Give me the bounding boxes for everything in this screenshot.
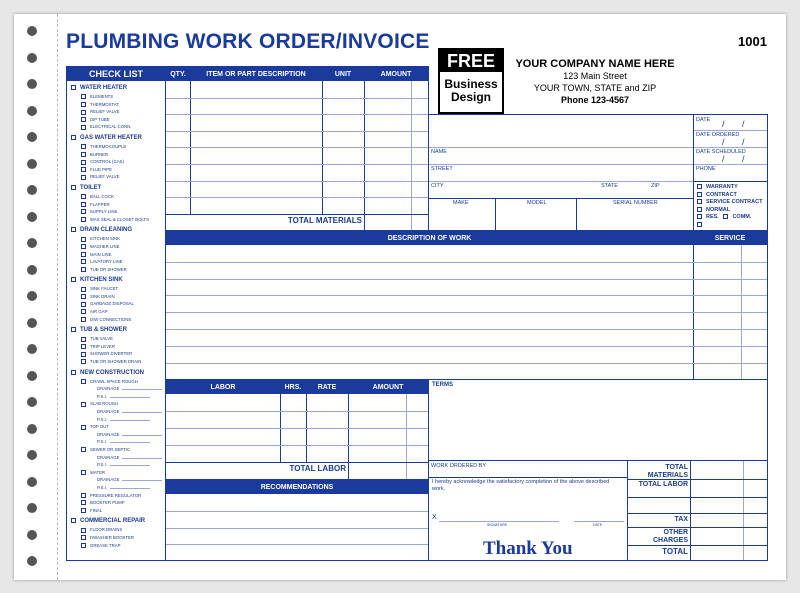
company-street: 123 Main Street [563,71,627,81]
checkbox[interactable] [71,518,76,523]
feed-hole [27,424,37,434]
checklist-section-title[interactable]: TOILET [71,184,165,193]
equipment-make-label: MAKE [453,200,469,206]
checkbox[interactable] [81,425,86,430]
company-city: YOUR TOWN, STATE and ZIP [533,83,657,93]
checkbox[interactable] [81,125,86,130]
checklist-section-title[interactable]: DRAIN CLEANING [71,226,165,235]
date-scheduled-label: DATE SCHEDULED [696,149,746,155]
description-row-line [166,363,767,364]
checklist-item[interactable]: LAVATORY LINE [71,258,165,266]
customer-city-label: CITY [431,183,444,189]
checkbox[interactable] [81,309,86,314]
col-labor: LABOR [166,380,280,394]
feed-hole [27,106,37,116]
labor-table [165,379,429,480]
feed-hole [27,159,37,169]
checklist-item[interactable]: MAIN LINE [71,251,165,259]
totals-grand-label: TOTAL [662,547,688,556]
col-description: ITEM OR PART DESCRIPTION [206,70,306,78]
checklist-header: CHECK LIST [67,67,165,81]
checklist-item[interactable]: ELECTRICAL CONN. [71,123,165,131]
checkbox[interactable] [697,184,702,189]
phone-label: PHONE [696,166,716,172]
checklist-item[interactable]: FLUE PIPE [71,166,165,174]
checklist-body [67,81,165,549]
checkbox[interactable] [81,202,86,207]
feed-hole [27,344,37,354]
checklist-item[interactable]: SHOWER DIVERTER [71,350,165,358]
materials-row-line [166,164,428,165]
equipment-serial-label: SERIAL NUMBER [613,200,658,206]
col-rate: RATE [306,380,348,394]
checklist-item[interactable]: GREASE TRAP [71,542,165,550]
feed-hole [27,212,37,222]
checkbox[interactable] [81,528,86,533]
checkbox[interactable] [81,144,86,149]
checklist-subfield[interactable]: P.S.I. [71,438,165,446]
equipment-model-label: MODEL [527,200,547,206]
checklist-item[interactable]: ELEMENTS [71,93,165,101]
labor-row-line [166,411,428,412]
checkbox[interactable] [81,352,86,357]
total-materials-label: TOTAL MATERIALS [287,216,362,225]
description-row-line [166,312,767,313]
checklist-item[interactable]: AIR GAP [71,308,165,316]
company-info [510,58,680,106]
checklist-subfield[interactable]: P.S.I. [71,461,165,469]
checkbox[interactable] [81,508,86,513]
checklist-item[interactable]: FLAPPER [71,201,165,209]
logo-business: Business [444,77,498,91]
materials-row-line [166,197,428,198]
col-amount: AMOUNT [380,70,412,78]
checkbox[interactable] [81,379,86,384]
checklist-item[interactable]: GARBAGE DISPOSAL [71,300,165,308]
checklist-panel [66,66,166,561]
checkbox[interactable] [81,294,86,299]
checkbox[interactable] [81,217,86,222]
checklist-item[interactable]: SINK DRAIN [71,293,165,301]
checkbox[interactable] [697,207,702,212]
checklist-item[interactable]: TUB VALVE [71,335,165,343]
checklist-item[interactable]: CRAWL SPACE ROUGH [71,378,165,386]
checklist-item[interactable]: SINK FAUCET [71,285,165,293]
checkbox[interactable] [71,135,76,140]
customer-state-label: STATE [601,183,618,189]
checkbox[interactable] [81,117,86,122]
checkbox[interactable] [71,227,76,232]
checklist-item[interactable]: PRESSURE REGULATOR [71,492,165,500]
date-line-label: DATE [593,523,603,527]
checkbox[interactable] [81,167,86,172]
customer-street-label: STREET [431,166,453,172]
checklist-item[interactable]: TUB OR SHOWER DRAIN [71,358,165,366]
col-qty: QTY. [170,70,186,78]
service-type-option[interactable]: SERVICE CONTRACT [697,199,762,207]
feed-hole [27,238,37,248]
checklist-item[interactable]: DIP TUBE [71,116,165,124]
totals-materials-label: TOTAL MATERIALS [647,464,688,479]
checklist-subfield[interactable]: DRAINAGE [71,408,165,416]
checkbox[interactable] [81,337,86,342]
service-type-option[interactable]: NORMAL [697,207,762,215]
customer-info [428,114,694,231]
work-order-sheet [14,14,786,580]
checklist-item[interactable]: TRIP LEVER [71,343,165,351]
logo-design: Design [450,90,491,104]
checklist-item[interactable]: SUPPLY LINE [71,208,165,216]
checklist-section-title[interactable]: GAS WATER HEATER [71,134,165,143]
checkbox[interactable] [81,359,86,364]
checkbox[interactable] [81,237,86,242]
checklist-item[interactable]: FINAL [71,507,165,515]
checklist-item[interactable]: TOP OUT [71,423,165,431]
checkbox[interactable] [81,493,86,498]
checkbox[interactable] [697,199,702,204]
description-row-line [166,295,767,296]
checklist-subfield[interactable]: DRAINAGE [71,454,165,462]
checklist-subfield[interactable]: DRAINAGE [71,431,165,439]
checkbox[interactable] [81,500,86,505]
checkbox[interactable] [723,214,728,219]
description-row-line [166,262,767,263]
logo-free: FREE [446,51,495,71]
form-title: PLUMBING WORK ORDER/INVOICE [66,30,430,53]
form-number: 1001 [738,34,767,49]
checkbox[interactable] [81,402,86,407]
totals-tax-label: TAX [674,516,688,523]
customer-zip-label: ZIP [651,183,660,189]
checklist-section-title[interactable]: WATER HEATER [71,84,165,93]
checkbox[interactable] [71,277,76,282]
checkbox[interactable] [81,102,86,107]
feed-hole [27,477,37,487]
checklist-item[interactable]: BURNER [71,151,165,159]
materials-table [165,66,429,231]
recommendations-panel [165,479,429,561]
checklist-item[interactable]: TUB OR SHOWER [71,266,165,274]
checkbox[interactable] [81,535,86,540]
terms-panel [428,379,768,461]
checklist-subfield[interactable]: P.S.I. [71,393,165,401]
labor-row-line [166,445,428,446]
acknowledge-text: I hereby acknowledge the satisfactory completion of the above described work. [432,479,610,492]
materials-row-line [166,114,428,115]
checkbox[interactable] [697,192,702,197]
recommendations-header: RECOMMENDATIONS [166,480,428,494]
feed-hole [27,185,37,195]
description-of-work [165,230,768,380]
description-row-line [166,279,767,280]
checklist-item[interactable]: BALL COCK [71,193,165,201]
signature-x: X [432,514,437,521]
materials-row-line [166,131,428,132]
checklist-subfield[interactable]: P.S.I. [71,416,165,424]
business-logo [438,48,504,114]
checkbox[interactable] [81,94,86,99]
work-ordered-by-label: WORK ORDERED BY [431,463,487,469]
labor-row-line [166,428,428,429]
feed-hole [27,265,37,275]
feed-hole [27,79,37,89]
tractor-feed-strip [14,14,58,580]
feed-hole [27,503,37,513]
description-header: DESCRIPTION OF WORK [166,231,693,245]
checklist-section-title[interactable]: NEW CONSTRUCTION [71,369,165,378]
col-labor-amount: AMOUNT [348,380,428,394]
materials-row-line [166,98,428,99]
company-name: YOUR COMPANY NAME HERE [515,58,675,70]
date-ordered-label: DATE ORDERED [696,132,740,138]
checkbox[interactable] [81,302,86,307]
checkbox[interactable] [81,152,86,157]
checkbox[interactable] [81,543,86,548]
terms-label: TERMS [432,382,453,388]
checkbox[interactable] [81,160,86,165]
checkbox[interactable] [81,175,86,180]
checklist-item[interactable]: D/W CONNECTIONS [71,316,165,324]
checkbox[interactable] [81,194,86,199]
checkbox[interactable] [81,344,86,349]
residential-commercial-option[interactable]: RES. COMM. [697,214,762,222]
checkbox[interactable] [71,327,76,332]
service-type-list [697,184,762,229]
checkbox[interactable] [81,287,86,292]
checkbox[interactable] [71,185,76,190]
checkbox[interactable] [71,85,76,90]
checklist-item[interactable]: FLOOR DRAINS [71,526,165,534]
checkbox[interactable] [81,244,86,249]
checklist-item[interactable]: THERMOSTAT [71,101,165,109]
totals-labor-label: TOTAL LABOR [638,481,688,488]
checklist-item[interactable]: KITCHEN SINK [71,235,165,243]
checkbox[interactable] [697,214,702,219]
feed-hole [27,53,37,63]
dates-panel: DATE / / DATE ORDERED / / DATE SCHEDULED / / PHONE WARRANTY CONTRACT SERVICE CONTRACT NORMAL RES. COMM. [693,114,768,231]
checklist-section-title[interactable]: KITCHEN SINK [71,276,165,285]
checklist-item[interactable]: THERMOCOUPLE [71,143,165,151]
feed-hole [27,397,37,407]
customer-name-label: NAME [431,149,447,155]
feed-hole [27,450,37,460]
feed-hole [27,318,37,328]
totals-other-label: OTHER CHARGES [652,529,688,544]
checkbox[interactable] [81,110,86,115]
checkbox[interactable] [81,470,86,475]
company-phone: Phone 123-4567 [560,95,630,105]
feed-hole [27,132,37,142]
total-labor-label: TOTAL LABOR [289,464,346,473]
feed-hole [27,291,37,301]
checklist-subfield[interactable]: P.S.I. [71,484,165,492]
checkbox[interactable] [81,252,86,257]
checklist-item[interactable]: SEWER OR SEPTIC [71,446,165,454]
feed-hole [27,26,37,36]
checkbox[interactable] [81,267,86,272]
description-row-line [166,346,767,347]
checkbox[interactable] [81,259,86,264]
materials-row-line [166,181,428,182]
feed-hole [27,371,37,381]
checklist-item[interactable]: CONTROL (GAS) [71,158,165,166]
checklist-item[interactable]: WASHER LINE [71,243,165,251]
thank-you-text: Thank You [483,538,573,559]
checkbox[interactable] [71,370,76,375]
col-hrs: HRS. [280,380,306,394]
materials-row-line [166,147,428,148]
checklist-item[interactable]: SLAB ROUGH [71,400,165,408]
checklist-item[interactable]: BOOSTER PUMP [71,499,165,507]
checklist-subfield[interactable]: DRAINAGE [71,476,165,484]
checklist-item[interactable]: RELIEF VALVE [71,173,165,181]
date-label: DATE [696,117,711,123]
checklist-item[interactable]: WAX SEAL & CLOSET BOLTS [71,216,165,224]
feed-hole [27,556,37,566]
service-header: SERVICE [693,231,767,245]
checkbox[interactable] [81,209,86,214]
checklist-item[interactable]: DWASHER BOOSTER [71,534,165,542]
checklist-section-title[interactable]: COMMERCIAL REPAIR [71,517,165,526]
checkbox[interactable] [81,317,86,322]
checkbox[interactable] [697,222,702,227]
checklist-section-title[interactable]: TUB & SHOWER [71,326,165,335]
service-type-option[interactable]: CONTRACT [697,192,762,200]
feed-hole [27,530,37,540]
signature-line-label: SIGNATURE [487,523,508,527]
service-type-option[interactable]: WARRANTY [697,184,762,192]
checklist-item[interactable]: WATER [71,469,165,477]
col-unit: UNIT [334,70,352,78]
totals-panel [627,460,768,561]
checklist-subfield[interactable]: DRAINAGE [71,385,165,393]
checkbox[interactable] [81,447,86,452]
description-row-line [166,329,767,330]
checklist-item[interactable]: RELIEF VALVE [71,108,165,116]
